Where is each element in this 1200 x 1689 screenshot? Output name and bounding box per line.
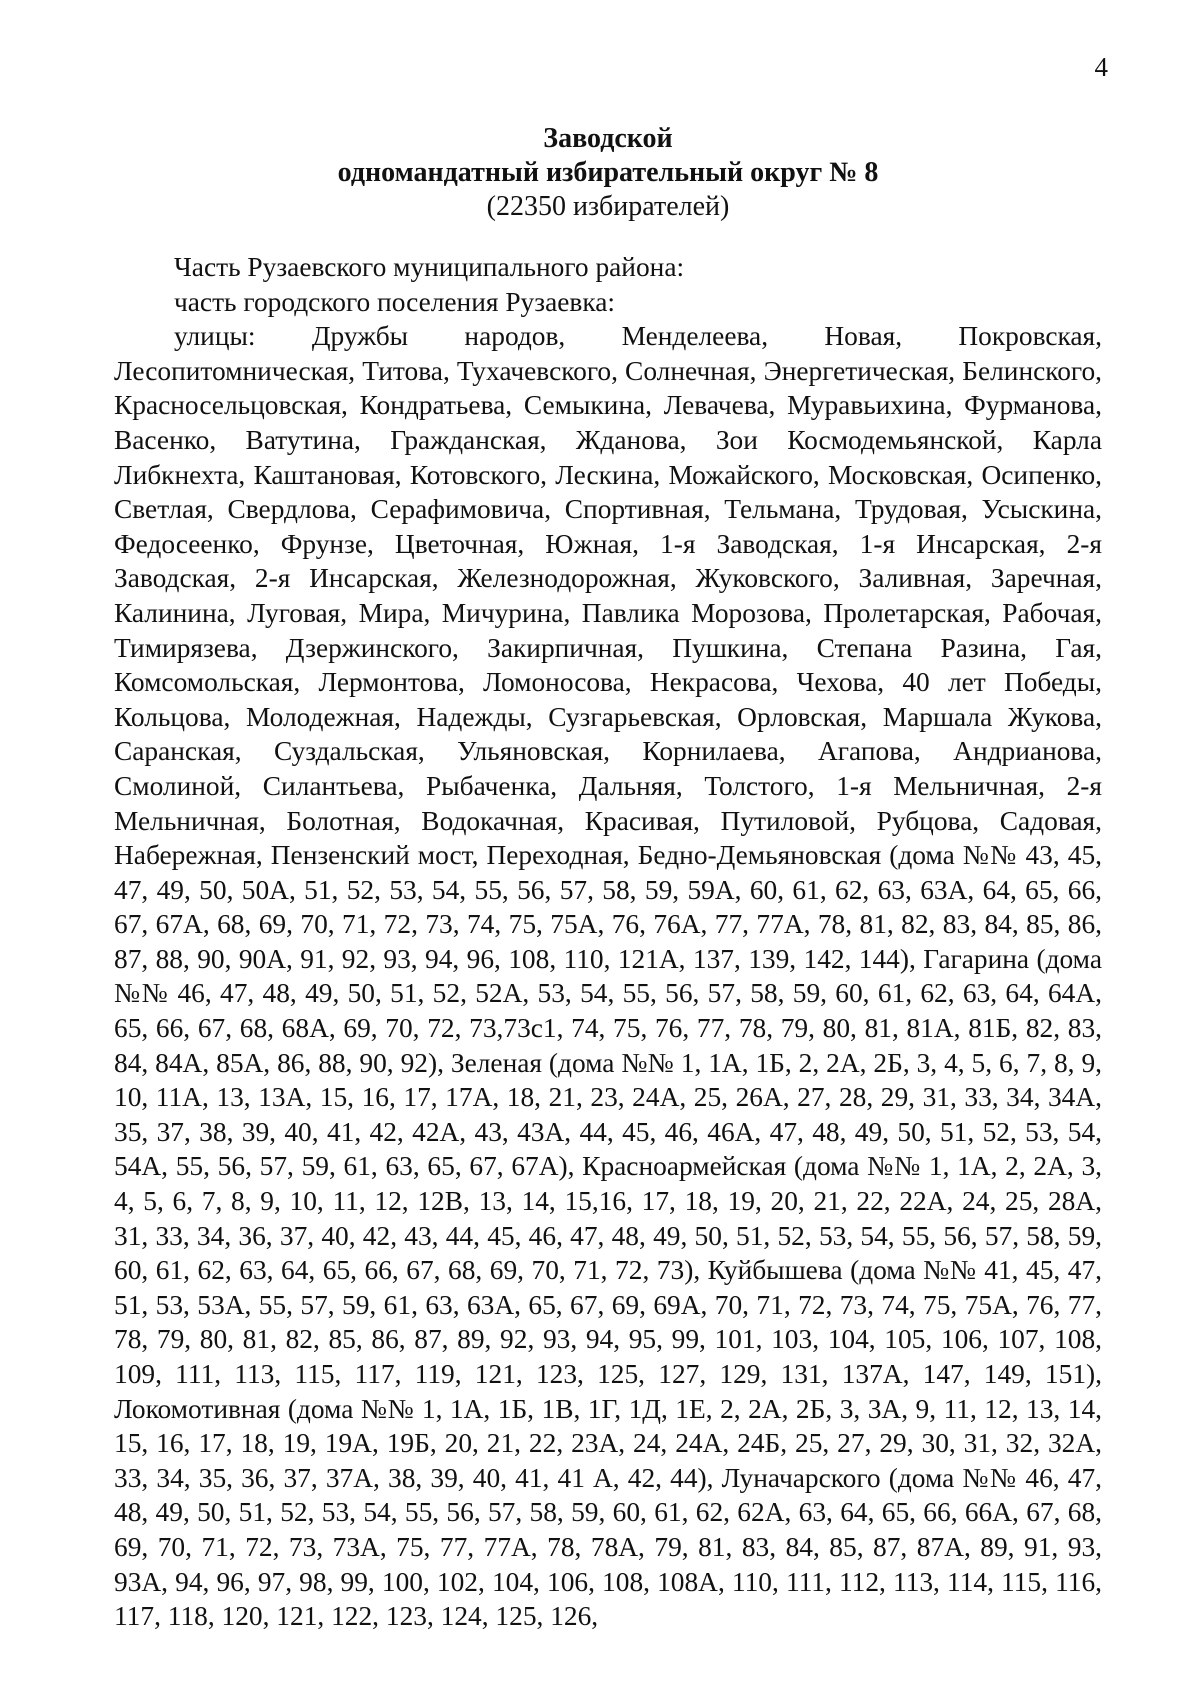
district-name: Заводской bbox=[543, 123, 673, 154]
voter-count: (22350 избирателей) bbox=[486, 191, 730, 222]
streets-paragraph: улицы: Дружбы народов, Менделеева, Новая, Покровская, Лесопитомническая, Титова, Тухачевского, Солнечная, Энергетическая, Белинского, Красносельцовская, Кондратьева, Семыкина, Левачева, Муравьихина, Фурманова, Васенко, Ватутина, Гражданская, Жданова, Зои Космодемьянской, Карла Либкнехта, Каштановая, Котовского, Лескина, Можайского, Московская, Осипенко, Светлая, Свердлова, Серафимовича, Спортивная, Тельмана, Трудовая, Усыскина, Федосеенко, Фрунзе, Цветочная, Южная, 1-я Заводская, 1-я Инсарская, 2-я Заводская, 2-я Инсарская, Железнодорожная, Жуковского, Заливная, Заречная, Калинина, Луговая, Мира, Мичурина, Павлика Морозова, Пролетарская, Рабочая, Тимирязева, Дзержинского, Закирпичная, Пушкина, Степана Разина, Гая, Комсомольская, Лермонтова, Ломоносова, Некрасова, Чехова, 40 лет Победы, Кольцова, Молодежная, Надежды, Сузгарьевская, Орловская, Маршала Жукова, Саранская, Суздальская, Ульяновская, Корнилаева, Агапова, Андрианова, Смолиной, Силантьева, Рыбаченка, Дальняя, Толстого, 1-я Мельничная, 2-я Мельничная, Болотная, Водокачная, Красивая, Путиловой, Рубцова, Садовая, Набережная, Пензенский мост, Переходная, Бедно-Демьяновская (дома №№ 43, 45, 47, 49, 50, 50А, 51, 52, 53, 54, 55, 56, 57, 58, 59, 59А, 60, 61, 62, 63, 63А, 64, 65, 66, 67, 67А, 68, 69, 70, 71, 72, 73, 74, 75, 75А, 76, 76А, 77, 77А, 78, 81, 82, 83, 84, 85, 86, 87, 88, 90, 90А, 91, 92, 93, 94, 96, 108, 110, 121А, 137, 139, 142, 144), Гагарина (дома №№ 46, 47, 48, 49, 50, 51, 52, 52А, 53, 54, 55, 56, 57, 58, 59, 60, 61, 62, 63, 64, 64А, 65, 66, 67, 68, 68А, 69, 70, 72, 73,73с1, 74, 75, 76, 77, 78, 79, 80, 81, 81А, 81Б, 82, 83, 84, 84А, 85А, 86, 88, 90, 92), Зеленая (дома №№ 1, 1А, 1Б, 2, 2А, 2Б, 3, 4, 5, 6, 7, 8, 9, 10, 11А, 13, 13А, 15, 16, 17, 17А, 18, 21, 23, 24А, 25, 26А, 27, 28, 29, 31, 33, 34, 34А, 35, 37, 38, 39, 40, 41, 42, 42А, 43, 43А, 44, 45, 46, 46А, 47, 48, 49, 50, 51, 52, 53, 54, 54А, 55, 56, 57, 59, 61, 63, 65, 67, 67А), Красноармейская (дома №№ 1, 1А, 2, 2А, 3, 4, 5, 6, 7, 8, 9, 10, 11, 12, 12В, 13, 14, 15,16, 17, 18, 19, 20, 21, 22, 22А, 24, 25, 28А, 31, 33, 34, 36, 37, 40, 42, 43, 44, 45, 46, 47, 48, 49, 50, 51, 52, 53, 54, 55, 56, 57, 58, 59, 60, 61, 62, 63, 64, 65, 66, 67, 68, 69, 70, 71, 72, 73), Куйбышева (дома №№ 41, 45, 47, 51, 53, 53А, 55, 57, 59, 61, 63, 63А, 65, 67, 69, 69А, 70, 71, 72, 73, 74, 75, 75А, 76, 77, 78, 79, 80, 81, 82, 85, 86, 87, 89, 92, 93, 94, 95, 99, 101, 103, 104, 105, 106, 107, 108, 109, 111, 113, 115, 117, 119, 121, 123, 125, 127, 129, 131, 137А, 147, 149, 151), Локомотивная (дома №№ 1, 1А, 1Б, 1В, 1Г, 1Д, 1Е, 2, 2А, 2Б, 3, 3А, 9, 11, 12, 13, 14, 15, 16, 17, 18, 19, 19А, 19Б, 20, 21, 22, 23А, 24, 24А, 24Б, 25, 27, 29, 30, 31, 32, 32А, 33, 34, 35, 36, 37, 37А, 38, 39, 40, 41, 41 А, 42, 44), Луначарского (дома №№ 46, 47, 48, 49, 50, 51, 52, 53, 54, 55, 56, 57, 58, 59, 60, 61, 62, 62А, 63, 64, 65, 66, 66А, 67, 68, 69, 70, 71, 72, 73, 73А, 75, 77, 77А, 78, 78А, 79, 81, 83, 84, 85, 87, 87А, 89, 91, 93, 93А, 94, 96, 97, 98, 99, 100, 102, 104, 106, 108, 108А, 110, 111, 112, 113, 114, 115, 116, 117, 118, 120, 121, 122, 123, 124, 125, 126, bbox=[114, 321, 1102, 1632]
urban-settlement-line: часть городского поселения Рузаевка: bbox=[174, 286, 615, 317]
municipal-district-line: Часть Рузаевского муниципального района: bbox=[174, 252, 685, 282]
district-heading bbox=[110, 122, 1106, 224]
document-body bbox=[114, 250, 1102, 1634]
page-number: 4 bbox=[1094, 52, 1108, 82]
district-type: одномандатный избирательный округ № 8 bbox=[337, 157, 879, 188]
